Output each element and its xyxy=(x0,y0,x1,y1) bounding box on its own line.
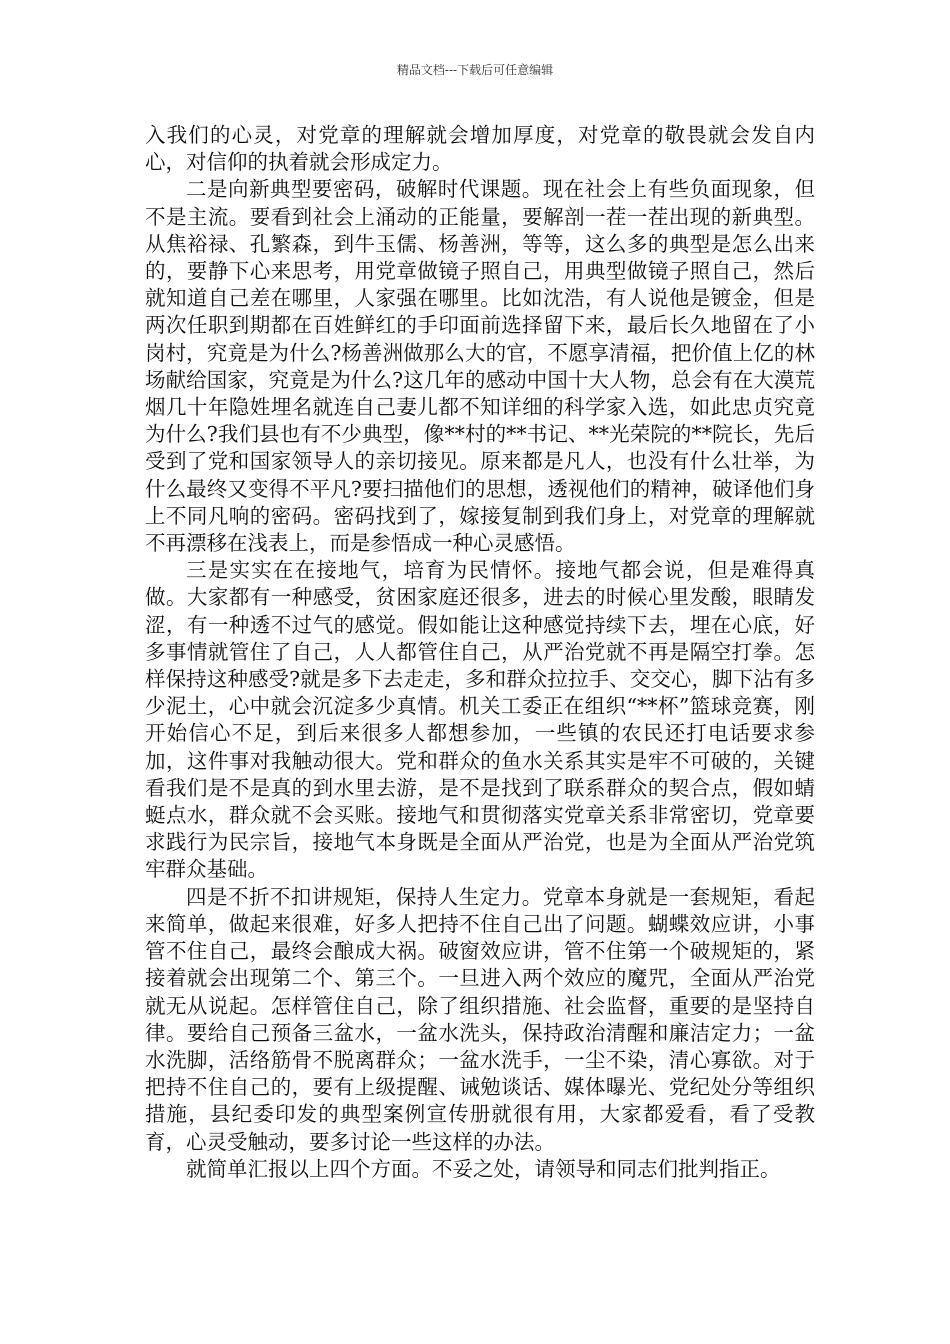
page-header: 精品文档---下载后可任意编辑 xyxy=(396,63,554,77)
document-body xyxy=(145,122,815,1183)
paragraph-fourth-point: 四是不折不扣讲规矩，保持人生定力。党章本身就是一套规矩，看起来简单，做起来很难，好多人把持不住自己出了问题。蝴蝶效应讲，小事管不住自己，最终会酿成大祸。破窗效应讲，管不住第一个破规矩的，紧接着就会出现第二个、第三个。一旦进入两个效应的魔咒，全面从严治党就无从说起。怎样管住自己，除了组织措施、社会监督，重要的是坚持自律。要给自己预备三盆水，一盆水洗头，保持政治清醒和廉洁定力；一盆水洗脚，活络筋骨不脱离群众；一盆水洗手，一尘不染，清心寡欲。对于把持不住自己的，要有上级提醒、诫勉谈话、媒体曝光、党纪处分等组织措施，县纪委印发的典型案例宣传册就很有用，大家都爱看，看了受教育，心灵受触动，要多讨论一些这样的办法。 xyxy=(145,884,815,1154)
paragraph-third-point: 三是实实在在接地气，培育为民情怀。接地气都会说，但是难得真做。大家都有一种感受，贫困家庭还很多，进去的时候心里发酸，眼睛发涩，有一种透不过气的感觉。假如能让这种感觉持续下去，埋在心底，好多事情就管住了自己，人人都管住自己，从严治党就不再是隔空打拳。怎样保持这种感受?就是多下去走走，多和群众拉拉手、交交心，脚下沾有多少泥土，心中就会沉淀多少真情。机关工委正在组织“**杯”篮球竞赛，刚开始信心不足，到后来很多人都想参加，一些镇的农民还打电话要求参加，这件事对我触动很大。党和群众的鱼水关系其实是牢不可破的，关键看我们是不是真的到水里去游，是不是找到了联系群众的契合点，假如蜻蜓点水，群众就不会买账。接地气和贯彻落实党章关系非常密切，党章要求践行为民宗旨，接地气本身既是全面从严治党，也是为全面从严治党筑牢群众基础。 xyxy=(145,558,815,882)
paragraph-closing: 就简单汇报以上四个方面。不妥之处，请领导和同志们批判指正。 xyxy=(186,1156,781,1181)
paragraph-continuation: 入我们的心灵，对党章的理解就会增加厚度，对党章的敬畏就会发自内心，对信仰的执着就会形成定力。 xyxy=(145,123,815,175)
paragraph-second-point: 二是向新典型要密码，破解时代课题。现在社会上有些负面现象，但不是主流。要看到社会上涌动的正能量，要解剖一茬一茬出现的新典型。从焦裕禄、孔繁森，到牛玉儒、杨善洲，等等，这么多的典型是怎么出来的，要静下心来思考，用党章做镜子照自己，用典型做镜子照自己，然后就知道自己差在哪里，人家强在哪里。比如沈浩，有人说他是镀金，但是两次任职到期都在百姓鲜红的手印面前选择留下来，最后长久地留在了小岗村，究竟是为什么?杨善洲做那么大的官，不愿享清福，把价值上亿的林场献给国家，究竟是为什么?这几年的感动中国十大人物，总会有在大漠荒烟几十年隐姓埋名就连自己妻儿都不知详细的科学家入选，如此忠贞究竟为什么?我们县也有不少典型，像**村的**书记、**光荣院的**院长，先后受到了党和国家领导人的亲切接见。原来都是凡人，也没有什么壮举，为什么最终又变得不平凡?要扫描他们的思想，透视他们的精神，破译他们身上不同凡响的密码。密码找到了，嫁接复制到我们身上，对党章的理解就不再漂移在浅表上，而是参悟成一种心灵感悟。 xyxy=(145,177,815,556)
